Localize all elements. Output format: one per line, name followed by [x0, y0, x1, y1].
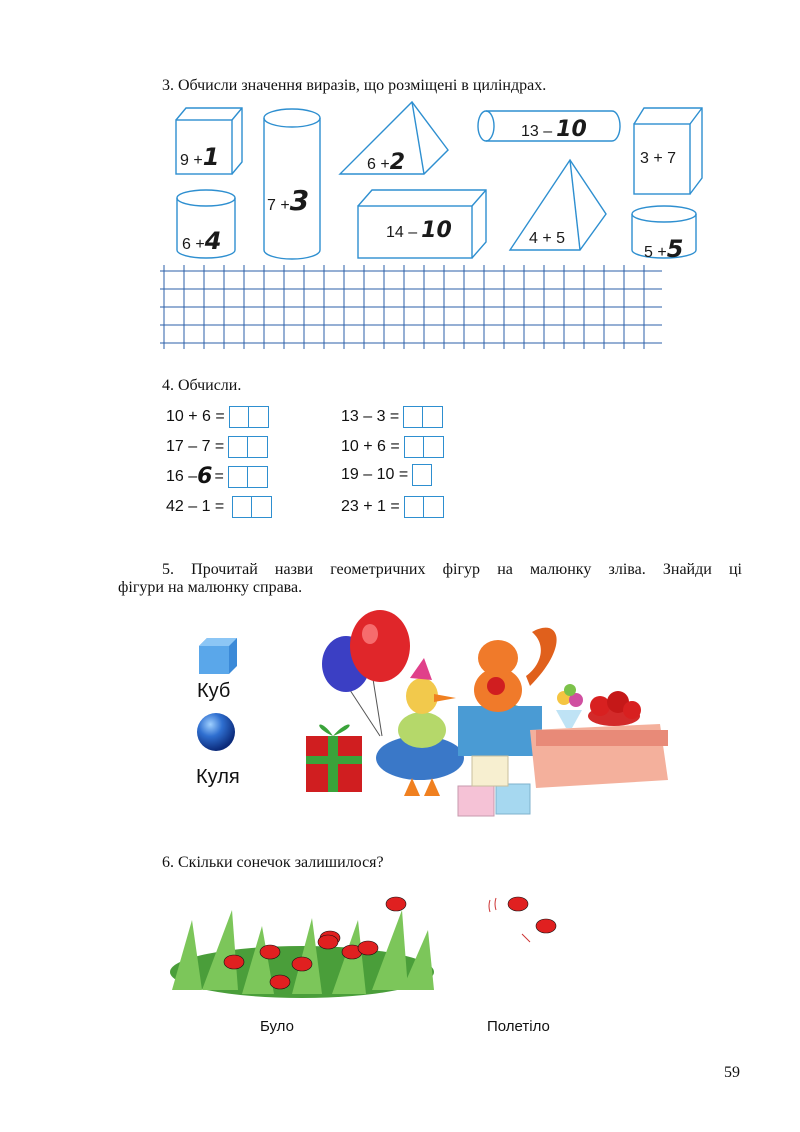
pyramid2-expression: 4 + 5	[529, 230, 566, 247]
cube-icon	[199, 638, 237, 674]
answer-box[interactable]	[424, 436, 444, 458]
task3-title: 3. Обчисли значення виразів, що розміщені в циліндрах.	[162, 77, 547, 94]
right-cylinder-expression: 5 +5	[644, 235, 684, 263]
lying-cylinder-expression: 13 – 10	[521, 117, 587, 142]
task4-left-row-4: 42 – 1 =	[166, 496, 272, 518]
sphere-label: Куля	[196, 766, 240, 788]
answer-box[interactable]	[404, 436, 424, 458]
cube2-expression: 3 + 7	[640, 150, 677, 167]
answer-box[interactable]	[403, 406, 423, 428]
task4-right-row-1: 13 – 3 =	[341, 406, 443, 428]
task4-right-row-4: 23 + 1 =	[341, 496, 444, 518]
small-cylinder-expression: 6 +4	[182, 227, 222, 255]
page-number: 59	[724, 1064, 740, 1081]
pyramid1-expression: 6 +2	[367, 150, 405, 175]
answer-box[interactable]	[423, 406, 443, 428]
answer-box[interactable]	[424, 496, 444, 518]
party-illustration	[300, 606, 672, 820]
squirrel-head	[478, 640, 518, 676]
task5-text: 5. Прочитай назви геометричних фігур на малюнку зліва. Знайди ці фігури на малюнку справа.	[118, 561, 742, 596]
task4-left-row-3: 16 – 6 =	[166, 464, 268, 489]
answer-box[interactable]	[412, 464, 432, 486]
answer-box[interactable]	[248, 466, 268, 488]
task3-shapes	[160, 100, 720, 270]
task4-title: 4. Обчисли.	[162, 377, 242, 394]
answer-box[interactable]	[229, 406, 249, 428]
cube-label: Куб	[197, 680, 231, 702]
answer-box[interactable]	[228, 466, 248, 488]
task4-right-row-3: 19 – 10 =	[341, 464, 432, 486]
answer-grid	[160, 265, 662, 350]
task4-left-row-2: 17 – 7 =	[166, 436, 268, 458]
answer-box[interactable]	[252, 496, 272, 518]
answer-box[interactable]	[248, 436, 268, 458]
answer-box[interactable]	[228, 436, 248, 458]
flying-ladybugs	[484, 890, 564, 950]
tall-cylinder-expression: 7 +3	[267, 184, 310, 217]
answer-box[interactable]	[249, 406, 269, 428]
label-bulo: Було	[260, 1018, 294, 1035]
label-poletilo: Полетіло	[487, 1018, 550, 1035]
task6-title: 6. Скільки сонечок залишилося?	[162, 854, 384, 871]
task4-right-row-2: 10 + 6 =	[341, 436, 444, 458]
answer-box[interactable]	[404, 496, 424, 518]
cube1-expression: 9 +1	[180, 143, 220, 171]
red-balloon	[350, 610, 410, 682]
sphere-icon	[197, 713, 235, 751]
grass-with-ladybugs	[162, 890, 442, 1010]
toy-cubes	[458, 756, 530, 816]
prism-expression: 14 – 10	[386, 218, 452, 243]
task4-left-row-1: 10 + 6 =	[166, 406, 269, 428]
answer-box[interactable]	[232, 496, 252, 518]
